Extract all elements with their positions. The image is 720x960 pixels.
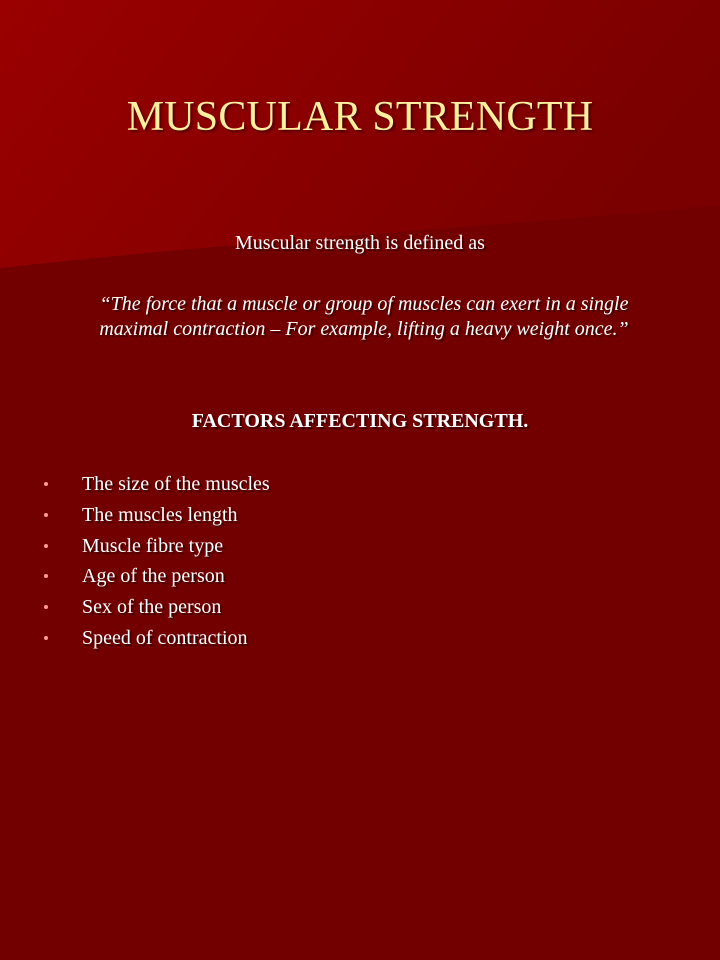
factors-list <box>40 470 640 655</box>
factor-label: The size of the muscles <box>82 473 270 495</box>
factor-item <box>40 593 640 624</box>
factor-item <box>40 470 640 501</box>
definition-quote: “The force that a muscle or group of muscles can exert in a single maximal contraction – For example, lifting a heavy weight once.” <box>99 293 629 340</box>
bullet-icon <box>44 636 48 640</box>
slide-title: MUSCULAR STRENGTH <box>126 94 594 140</box>
factor-label: The muscles length <box>82 503 238 526</box>
bullet-icon <box>44 574 48 578</box>
factor-label: Muscle fibre type <box>82 534 224 557</box>
definition-intro: Muscular strength is defined as <box>235 232 485 254</box>
factor-item <box>40 532 640 563</box>
factor-item <box>40 562 640 593</box>
factor-label: Sex of the person <box>82 596 222 619</box>
factors-heading: FACTORS AFFECTING STRENGTH. <box>191 410 529 432</box>
bullet-icon <box>44 544 48 548</box>
factor-item <box>40 501 640 532</box>
bullet-icon <box>44 605 48 609</box>
bullet-icon <box>44 482 48 486</box>
factor-label: Speed of contraction <box>82 626 248 649</box>
bullet-icon <box>44 513 48 517</box>
factor-item <box>40 624 640 655</box>
factor-label: Age of the person <box>82 565 225 588</box>
